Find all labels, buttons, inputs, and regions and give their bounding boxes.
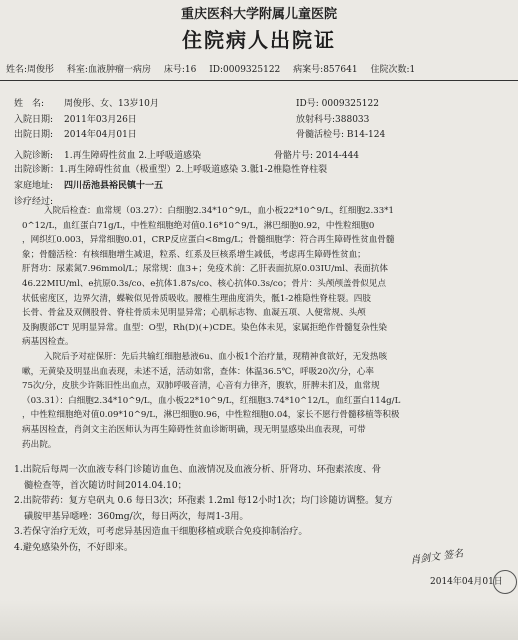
course-line: 病基因检查，肖剑文主治医师认为再生障碍性贫血诊断明确，现无明显感染出血表现，可带 xyxy=(22,424,366,435)
patient-name: 姓名:周俊彤 xyxy=(6,65,55,75)
header-divider xyxy=(0,80,518,81)
bed-number: 床号:16 xyxy=(163,65,197,75)
admission-count: 住院次数:1 xyxy=(370,65,416,75)
course-line: 病基因检查。 xyxy=(22,337,74,348)
course-line: 0^12/L，血红蛋白71g/L，中性粒细胞绝对值0.16*10^9/L，淋巴细胞0.92，中性粒细胞0 xyxy=(22,220,375,231)
course-line: 入院后予对症保肝：先后共输红细胞悬液6u、血小板1个治疗量，现精神食欲好，无发热咳 xyxy=(44,351,388,362)
seal-stamp xyxy=(493,570,517,594)
order-line: 3.若保守治疗无效，可考虑异基因造血干细胞移植或联合免疫抑制治疗。 xyxy=(14,526,308,537)
discharge-diagnosis: 出院诊断：1.再生障碍性贫血（极重型）2.上呼吸道感染 3.骶1-2椎隐性脊柱裂 xyxy=(14,165,328,175)
hospital-name: 重庆医科大学附属儿童医院 xyxy=(180,7,337,22)
course-line: ，中性粒细胞绝对值0.09*10^9/L，淋巴细胞0.96，中性粒细胞0.04，家长不愿行骨髓移植等积极 xyxy=(22,410,400,421)
admit-dx-label: 入院诊断: xyxy=(14,151,54,161)
course-label: 诊疗经过: xyxy=(14,197,54,207)
admit-date: 2011年03月26日 xyxy=(64,115,137,125)
id-number: ID号: 0009325122 xyxy=(296,99,379,109)
discharge-orders xyxy=(14,462,512,555)
course-line: 长骨、骨盆及双侧股骨、脊柱骨质未见明显异常；心肌标志物、血凝五项、人便常规、头颅 xyxy=(22,308,366,319)
patient-id: ID:0009325122 xyxy=(209,65,281,75)
address: 四川岳池县裕民镇十一五 xyxy=(64,181,164,191)
doctor-signature: 肖剑文 签名 xyxy=(409,548,464,567)
header-row xyxy=(6,66,425,75)
paper-shadow xyxy=(0,600,518,640)
discharge-date-label: 出院日期: xyxy=(14,130,54,140)
course-line: 嗽，无黄染及明显出血表现，未述不适，活动如常，查体：体温36.5℃，呼吸20次/分，心率 xyxy=(22,366,374,377)
course-line: 状低密度区，边界欠清，蝶鞍似见骨质吸收。腰椎生理曲度消失，骶1-2椎隐性脊柱裂。四肢 xyxy=(22,293,371,304)
order-line: 磺胺甲基异噁唑：360mg/次，每日两次，每周1-3用。 xyxy=(24,510,249,522)
bone-biopsy-number: 骨髓活检号: B14-124 xyxy=(296,130,386,140)
signature-date: 2014年04月01日 xyxy=(430,577,503,587)
course-line: 及胸腹部CT 见明显异常。血型：O型，Rh(D)(+)CDE。染色体未见，家属拒绝作骨髓复杂性染 xyxy=(22,322,387,333)
name-label: 姓 名: xyxy=(14,99,45,109)
admission-diagnosis: 1.再生障碍性贫血 2.上呼吸道感染 xyxy=(64,151,202,161)
course-line: 46.22MIU/ml、e抗原0.3s/co、e抗体1.87s/co、核心抗体0.3s/co；骨片：头颅颅盖骨似见点 xyxy=(22,278,387,289)
order-line: 2.出院带药：复方皂矾丸 0.6 每日3次；环孢素 1.2ml 每12小时1次；均门诊随访调整。复方 xyxy=(14,495,393,506)
course-line: ，网织红0.003，异常细胞0.01，CRP反应蛋白<8mg/L；骨髓细胞学：符合再生障碍性贫血骨髓 xyxy=(22,235,395,246)
admit-date-label: 入院日期: xyxy=(14,115,54,125)
course-line: 药出院。 xyxy=(22,439,57,450)
discharge-date: 2014年04月01日 xyxy=(64,130,137,140)
document-title: 住院病人出院证 xyxy=(182,28,336,52)
xray-number: 骨骼片号: 2014-444 xyxy=(274,151,360,161)
course-line: 肝肾功：尿素氮7.96mmol/L；尿常规：血3+；免疫术前：乙肝表面抗原0.03IU/ml、表面抗体 xyxy=(22,264,389,275)
radiology-number: 放射科号:388033 xyxy=(296,115,370,125)
department: 科室:血液肿瘤一病房 xyxy=(66,65,151,75)
course-line: （03.31）：白细胞2.34*10^9/L，血小板22*10^9/L，红细胞3.74*10^12/L，血红蛋白114g/L xyxy=(22,395,401,406)
course-line: 象；骨髓活检：有核细胞增生减退，粒系、红系及巨核系增生减低，考虑再生障碍性贫血； xyxy=(22,249,366,260)
case-number: 病案号:857641 xyxy=(293,65,358,75)
course-line: 75次/分，皮肤少许陈旧性出血点，双肺呼吸音清，心音有力律齐，腹软，肝脾未扪及，血常规 xyxy=(22,381,380,392)
order-line: 1.出院后每周一次血液专科门诊随访血色、血液情况及血液分析、肝肾功、环孢素浓度、骨 xyxy=(14,464,382,475)
treatment-course xyxy=(22,204,512,452)
patient-info: 周俊彤、女、13岁10月 xyxy=(64,99,159,109)
order-line: 髓检查等，首次随访时间2014.04.10； xyxy=(24,479,187,491)
order-line: 4.避免感染外伤，不好即来。 xyxy=(14,541,134,553)
course-line: 入院后检查：血常规（03.27）：白细胞2.34*10^9/L，血小板22*10^9/L，红细胞2.33*1 xyxy=(44,206,394,216)
address-label: 家庭地址: xyxy=(14,181,54,191)
